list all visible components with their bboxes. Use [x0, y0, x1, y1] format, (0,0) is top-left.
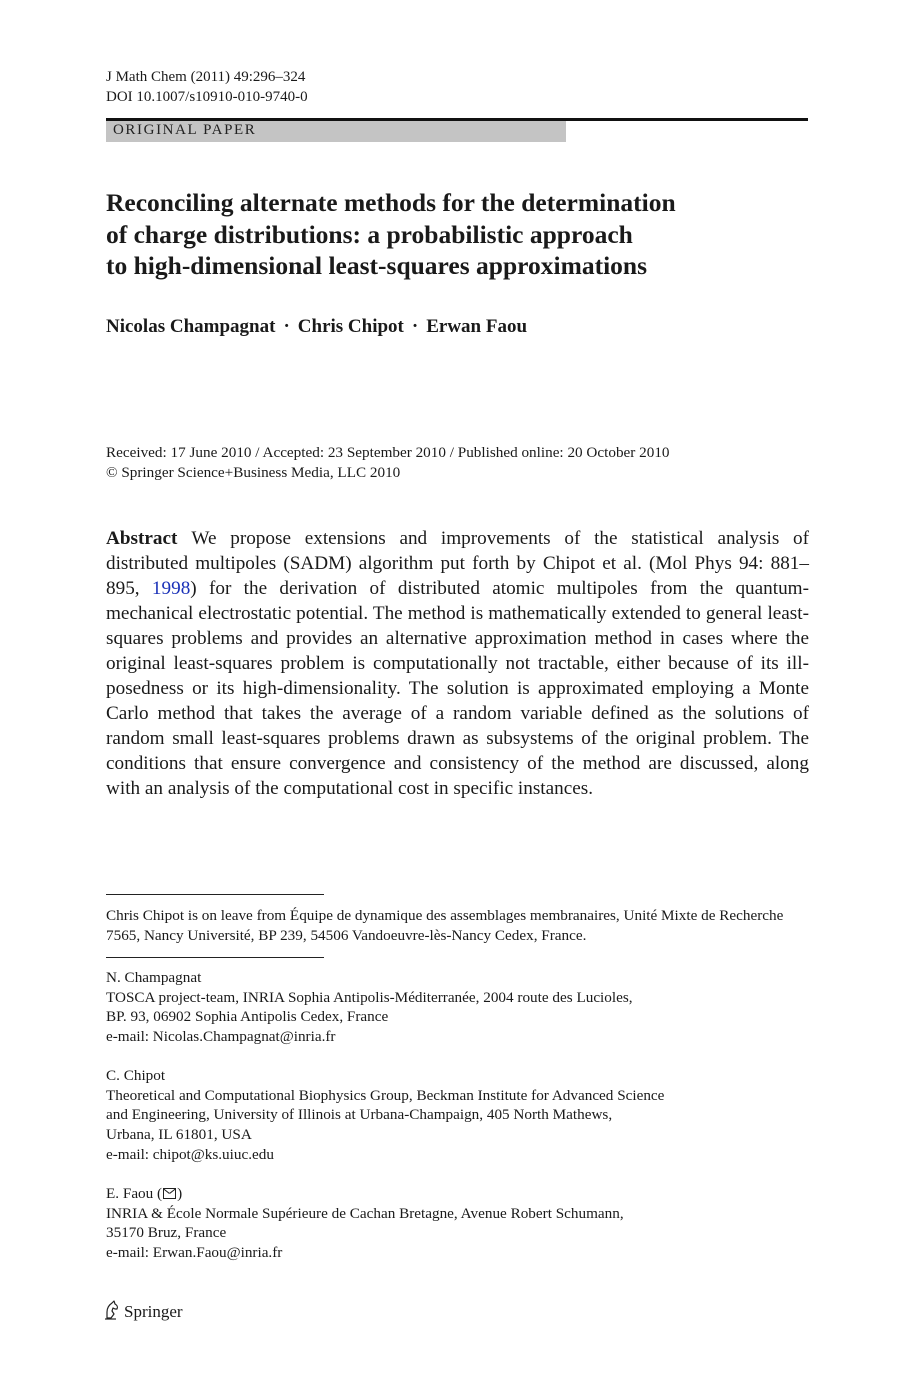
affiliation-address-line: BP. 93, 06902 Sophia Antipolis Cedex, France: [106, 1008, 389, 1026]
affiliation-name: N. Champagnat: [106, 969, 202, 986]
affiliation-name: E. Faou (: [106, 1185, 163, 1202]
paper-title: [106, 187, 806, 282]
abstract: [106, 526, 809, 801]
springer-horse-icon: [104, 1300, 120, 1320]
affiliation-email[interactable]: e-mail: Erwan.Faou@inria.fr: [106, 1244, 283, 1262]
author-faou: Erwan Faou: [426, 316, 528, 337]
history-line: Received: 17 June 2010 / Accepted: 23 September 2010 / Published online: 20 October 2010: [106, 444, 670, 461]
affiliation-name-row: [106, 1184, 624, 1204]
affiliation-address-line: Theoretical and Computational Biophysics Group, Beckman Institute for Advanced Science: [106, 1086, 665, 1104]
affiliation-rule: [106, 957, 324, 958]
affiliation-address-line: 35170 Bruz, France: [106, 1224, 227, 1242]
journal-line: J Math Chem (2011) 49:296–324: [106, 69, 306, 85]
title-line-2: of charge distributions: a probabilistic approach: [106, 219, 633, 249]
leave-footnote: Chris Chipot is on leave from Équipe de dynamique des assemblages membranaires, Unité Mixte de Recherche 7565, Nancy Université, BP 239, 54506 Vandoeuvre-lès-Nancy Cedex, France.: [106, 907, 784, 944]
copyright-line: © Springer Science+Business Media, LLC 2010: [106, 464, 401, 481]
abstract-label: Abstract: [106, 528, 178, 549]
journal-citation: [106, 67, 308, 107]
affiliation-name-suffix: ): [177, 1185, 183, 1202]
affiliation-address-line: Urbana, IL 61801, USA: [106, 1126, 252, 1144]
affiliation-address-line: TOSCA project-team, INRIA Sophia Antipolis-Méditerranée, 2004 route des Lucioles,: [106, 988, 633, 1006]
affiliation-address-line: and Engineering, University of Illinois at Urbana-Champaign, 405 North Mathews,: [106, 1106, 613, 1124]
publisher-footer: [104, 1300, 183, 1323]
author-chipot: Chris Chipot: [297, 316, 404, 337]
affiliation-champagnat: [106, 968, 633, 1047]
title-line-1: Reconciling alternate methods for the determination: [106, 188, 676, 217]
author-separator: ·: [411, 316, 419, 337]
citation-link[interactable]: 1998: [151, 578, 191, 599]
abstract-text-start: We propose extensions and improvements of the statistical analysis of distributed multipoles (SADM) algorithm put forth by Chipot et al. (Mol Phys 94: 881–895,: [106, 528, 809, 599]
affiliation-name: C. Chipot: [106, 1067, 166, 1084]
author-separator: ·: [283, 316, 290, 337]
title-line-3: to high-dimensional least-squares approximations: [106, 251, 648, 280]
affiliation-faou: [106, 1184, 624, 1263]
footnote-rule: [106, 894, 324, 895]
article-type-bar: [106, 121, 566, 142]
doi-line: DOI 10.1007/s10910-010-9740-0: [106, 89, 308, 105]
author-champagnat: Nicolas Champagnat: [106, 316, 276, 337]
article-type-label: ORIGINAL PAPER: [113, 122, 257, 138]
author-list: [106, 315, 527, 339]
affiliation-email[interactable]: e-mail: chipot@ks.uiuc.edu: [106, 1145, 274, 1163]
affiliation-email[interactable]: e-mail: Nicolas.Champagnat@inria.fr: [106, 1028, 336, 1046]
publisher-name: Springer: [124, 1302, 183, 1321]
envelope-icon: [163, 1188, 176, 1199]
affiliation-chipot: [106, 1066, 664, 1165]
publication-history: [106, 443, 670, 483]
affiliation-address-line: INRIA & École Normale Supérieure de Cachan Bretagne, Avenue Robert Schumann,: [106, 1204, 624, 1222]
abstract-text-end: ) for the derivation of distributed atomic multipoles from the quantum-mechanical electrostatic potential. The method is mathematically extended to general least-squares problems and provides an alternative approximation method in cases where the original least-squares problem is computationally not tractable, either because of its ill-posedness or its high-dimensionality. The solution is approximated employing a Monte Carlo method that takes the average of a random variable defined as the solutions of random small least-squares problems drawn as subsystems of the original problem. The conditions that ensure convergence and consistency of the method are discussed, along with an analysis of the computational cost in specific instances.: [106, 578, 809, 799]
